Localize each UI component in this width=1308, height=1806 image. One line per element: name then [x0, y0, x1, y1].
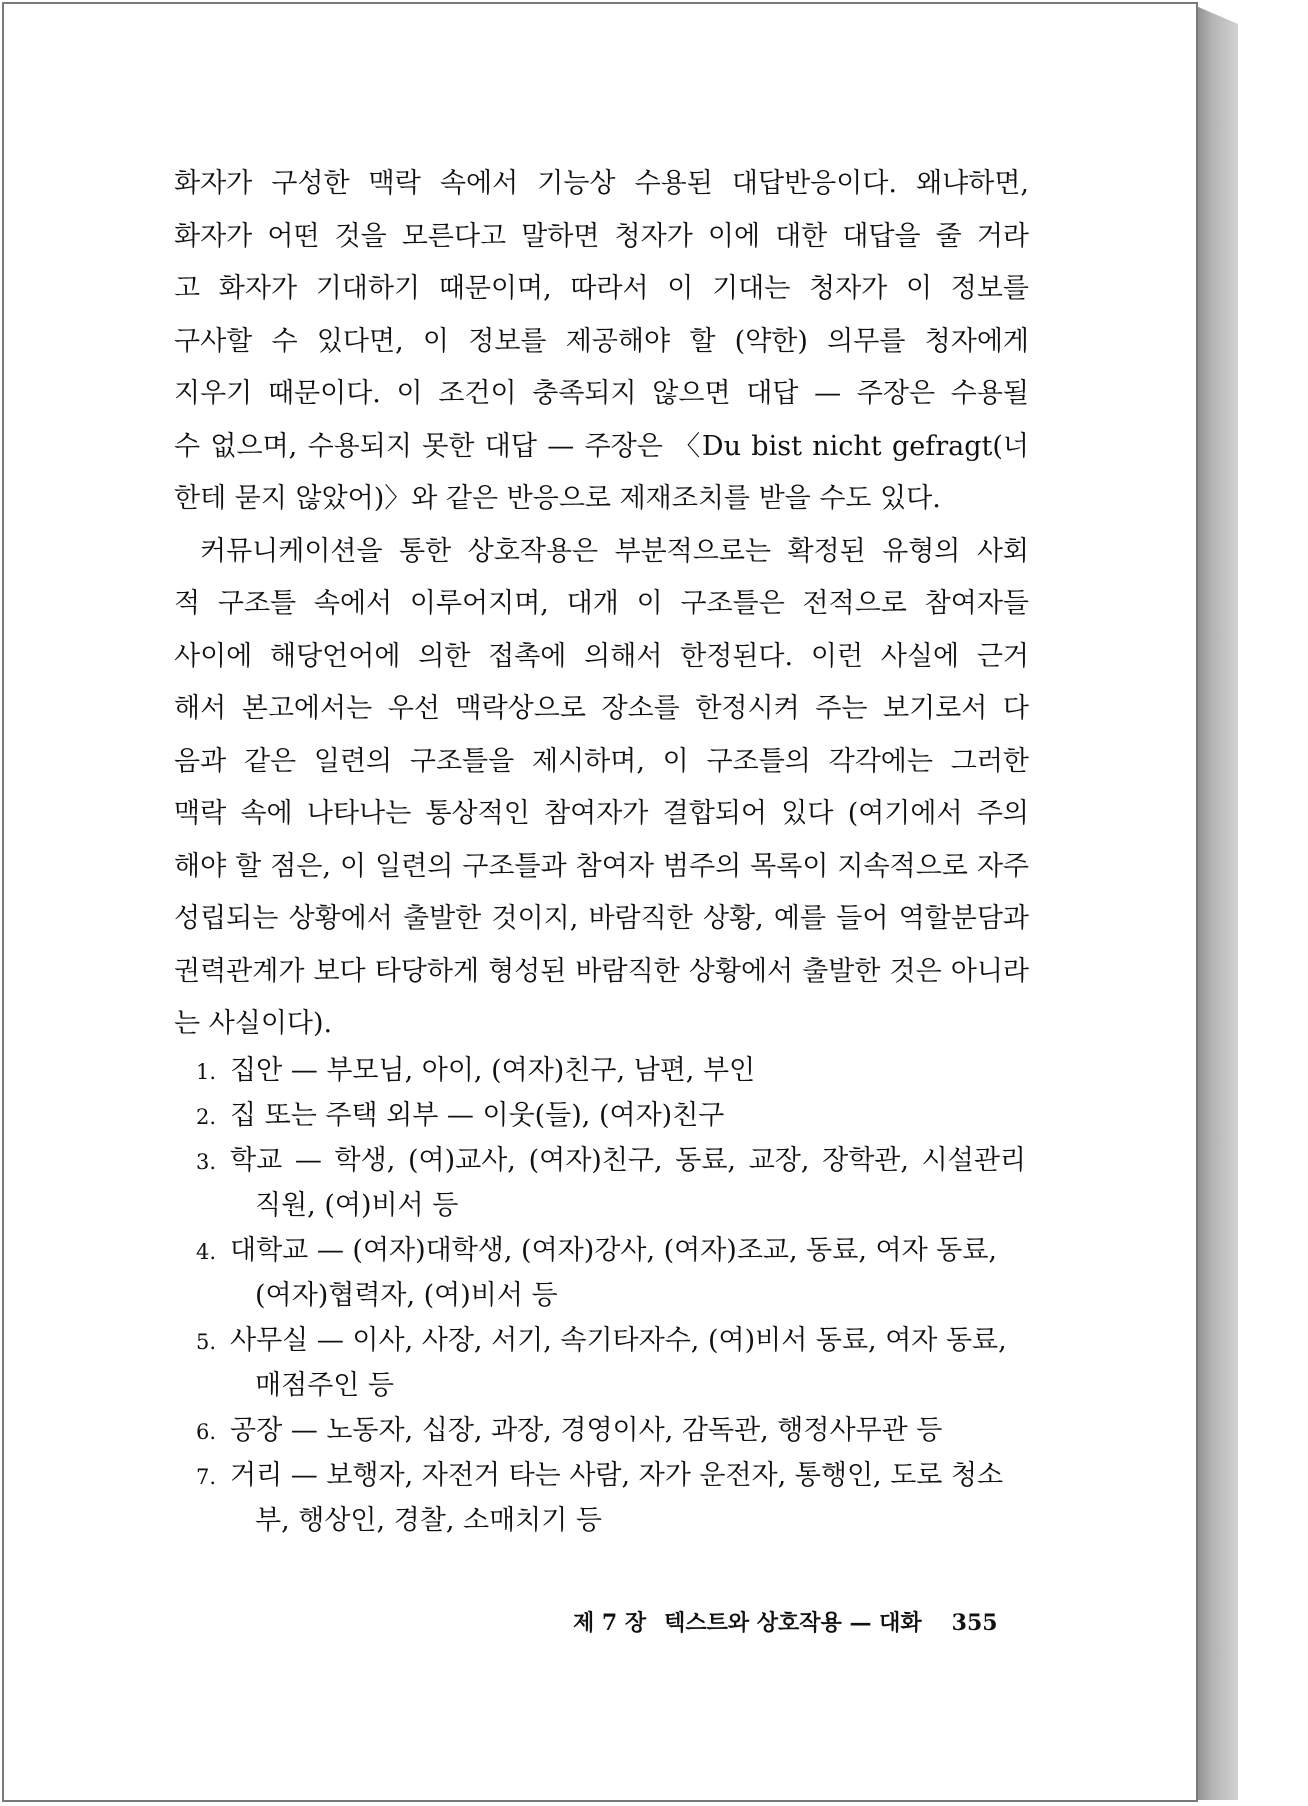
list-item: [196, 1318, 1026, 1408]
list-text: 집 또는 주택 외부 — 이웃(들), (여자)친구: [230, 1100, 725, 1131]
list-text: 사무실 — 이사, 사장, 서기, 속기타자수, (여)비서 동료, 여자 동료,: [230, 1325, 1007, 1356]
text-line: 한테 묻지 않았어)〉와 같은 반응으로 제재조치를 받을 수도 있다.: [174, 483, 941, 514]
list-item: [196, 1453, 1026, 1543]
text-line: 성립되는 상황에서 출발한 것이지, 바람직한 상황, 예를 들어 역할분담과: [174, 903, 1029, 934]
list-number: 6.: [196, 1420, 217, 1444]
page-edge-corner: [1196, 6, 1238, 24]
list-text: 직원, (여)비서 등: [255, 1190, 459, 1221]
list-text: 거리 — 보행자, 자전거 타는 사람, 자가 운전자, 통행인, 도로 청소: [230, 1460, 1004, 1491]
list-text: 학교 — 학생, (여)교사, (여자)친구, 동료, 교장, 장학관, 시설관리: [230, 1145, 1026, 1176]
text-line: 는 사실이다).: [174, 1008, 333, 1039]
list-item: [196, 1138, 1026, 1228]
list-item: [196, 1048, 1026, 1093]
list-text: 집안 — 부모님, 아이, (여자)친구, 남편, 부인: [230, 1055, 756, 1086]
text-line: 적 구조틀 속에서 이루어지며, 대개 이 구조틀은 전적으로 참여자들: [174, 588, 1029, 619]
text-line: 화자가 구성한 맥락 속에서 기능상 수용된 대답반응이다. 왜냐하면,: [174, 168, 1029, 199]
list-number: 4.: [196, 1240, 217, 1264]
text-line: 지우기 때문이다. 이 조건이 충족되지 않으면 대답 — 주장은 수용될: [174, 378, 1029, 409]
list-number: 5.: [196, 1330, 217, 1354]
list-text: 부, 행상인, 경찰, 소매치기 등: [255, 1505, 602, 1536]
list-number: 1.: [196, 1060, 217, 1084]
text-line: 해야 할 점은, 이 일련의 구조틀과 참여자 범주의 목록이 지속적으로 자주: [174, 850, 1029, 882]
list-text: 대학교 — (여자)대학생, (여자)강사, (여자)조교, 동료, 여자 동료,: [230, 1235, 997, 1266]
text-line: 음과 같은 일련의 구조틀을 제시하며, 이 구조틀의 각각에는 그러한: [174, 745, 1029, 777]
text-line: 구사할 수 있다면, 이 정보를 제공해야 할 (약한) 의무를 청자에게: [174, 325, 1029, 357]
text-line: 사이에 해당언어에 의한 접촉에 의해서 한정된다. 이런 사실에 근거: [174, 640, 1029, 672]
list-number: 2.: [196, 1105, 217, 1129]
list-item: [196, 1408, 1026, 1453]
numbered-list: [196, 1048, 1026, 1543]
list-item: [196, 1093, 1026, 1138]
page-edge-shadow: [1196, 6, 1238, 1800]
running-footer: [573, 1606, 1016, 1637]
chapter-title: 텍스트와 상호작용 — 대화: [664, 1610, 922, 1636]
text-line: 맥락 속에 나타나는 통상적인 참여자가 결합되어 있다 (여기에서 주의: [174, 798, 1029, 829]
text-line: 화자가 어떤 것을 모른다고 말하면 청자가 이에 대한 대답을 줄 거라: [174, 220, 1029, 252]
list-text: (여자)협력자, (여)비서 등: [255, 1280, 558, 1311]
list-text: 공장 — 노동자, 십장, 과장, 경영이사, 감독관, 행정사무관 등: [230, 1415, 943, 1446]
text-line: 커뮤니케이션을 통한 상호작용은 부분적으로는 확정된 유형의 사회: [200, 535, 1029, 567]
list-number: 7.: [196, 1465, 217, 1489]
text-line: 수 없으며, 수용되지 못한 대답 — 주장은 〈Du bist nicht gefragt(너: [174, 430, 1029, 462]
list-item: [196, 1228, 1026, 1318]
page-number: 355: [951, 1610, 998, 1636]
chapter-label: 제 7 장: [573, 1610, 647, 1636]
list-text: 매점주인 등: [255, 1370, 394, 1401]
text-line: 해서 본고에서는 우선 맥락상으로 장소를 한정시켜 주는 보기로서 다: [174, 693, 1029, 724]
list-number: 3.: [196, 1150, 217, 1174]
text-line: 권력관계가 보다 타당하게 형성된 바람직한 상황에서 출발한 것은 아니라: [174, 955, 1029, 987]
paragraph: [174, 158, 1029, 526]
text-line: 고 화자가 기대하기 때문이며, 따라서 이 기대는 청자가 이 정보를: [174, 273, 1029, 304]
paragraph: [174, 526, 1029, 1051]
body-text: [174, 158, 1029, 1051]
